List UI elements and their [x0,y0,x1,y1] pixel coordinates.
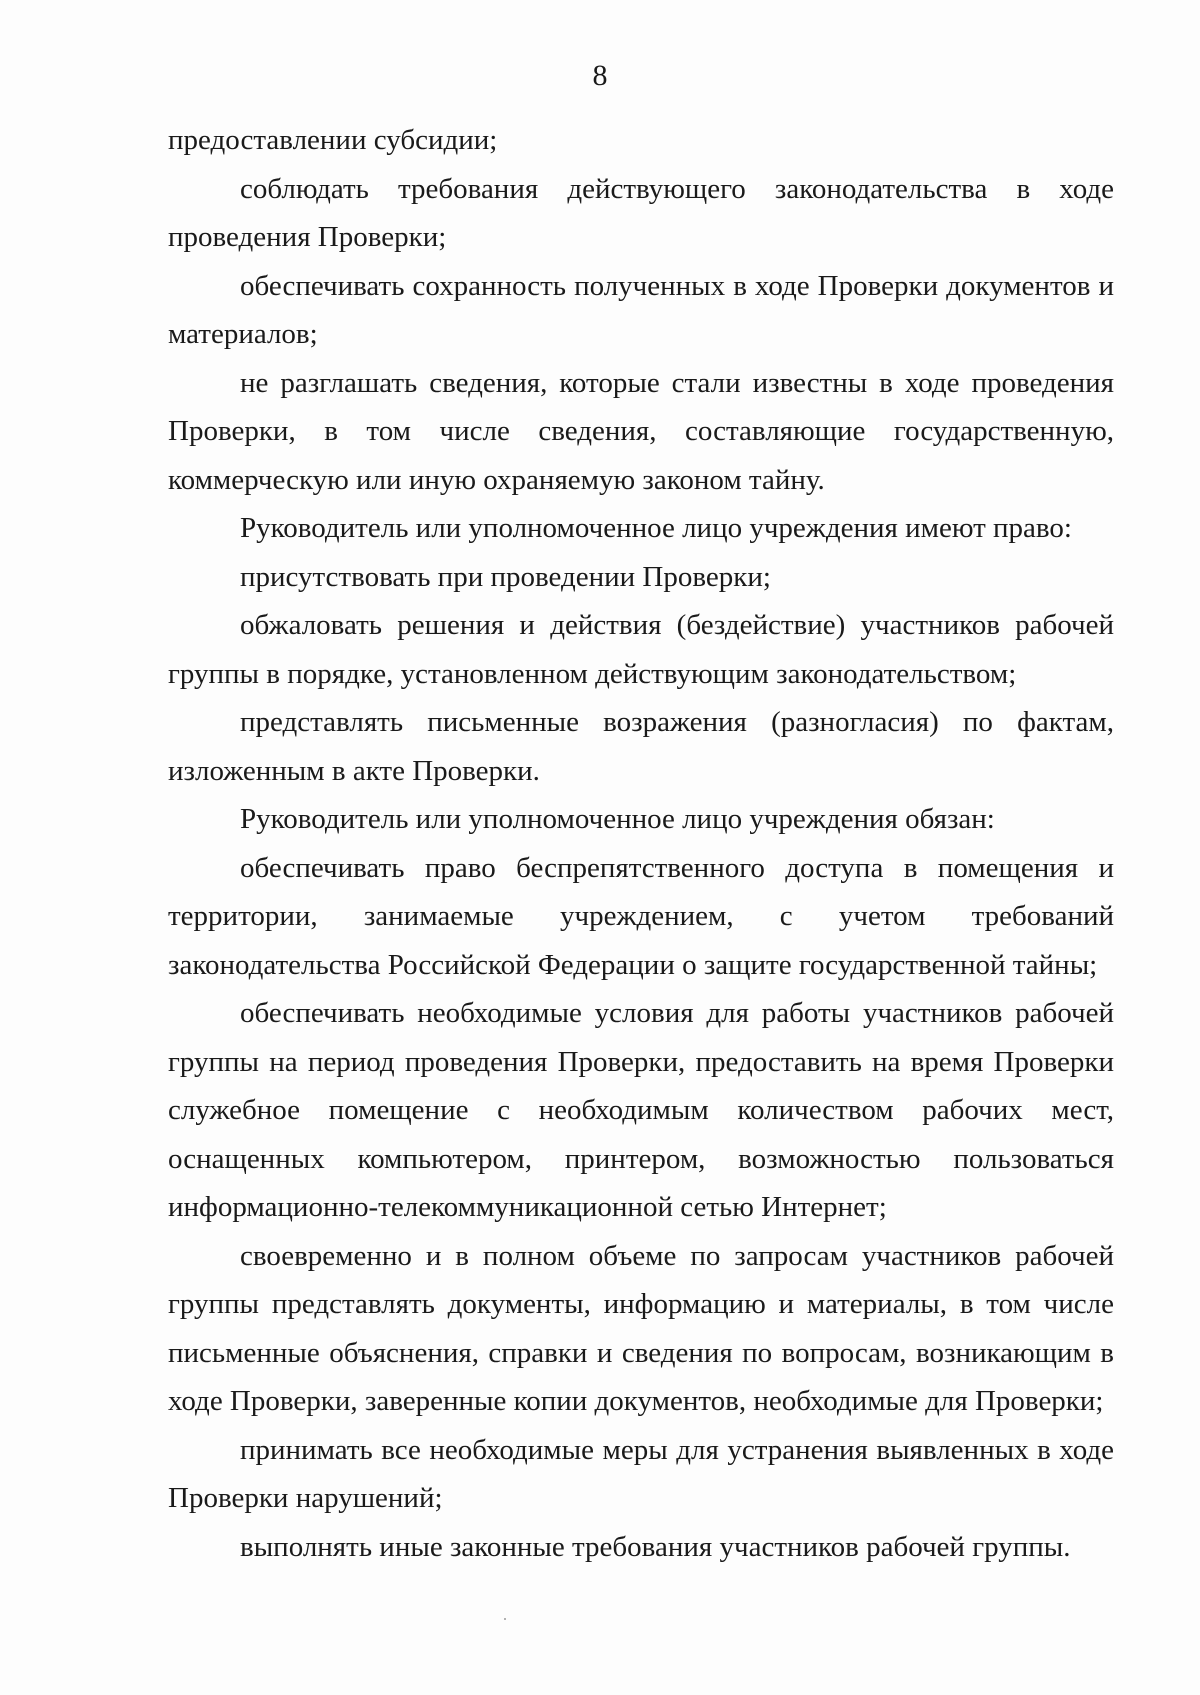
scan-speck [504,1618,506,1620]
paragraph: обжаловать решения и действия (бездействие) участников рабочей группы в порядке, установленном действующим законодательством; [168,609,1114,690]
paragraph: обеспечивать сохранность полученных в ходе Проверки документов и материалов; [168,269,1114,350]
paragraph: Руководитель или уполномоченное лицо учреждения обязан: [240,803,995,835]
paragraph: представлять письменные возражения (разногласия) по фактам, изложенным в акте Проверки. [168,706,1114,787]
page-number: 8 [592,59,608,92]
paragraph: своевременно и в полном объеме по запросам участников рабочей группы представлять документы, информацию и материалы, в том числе письменные объяснения, справки и сведения по вопросам, возникающим в ходе Проверки, заверенные копии документов, необходимые для Проверки; [168,1239,1114,1417]
document-body [168,116,1114,1571]
paragraph: Руководитель или уполномоченное лицо учреждения имеют право: [240,512,1072,544]
paragraph: не разглашать сведения, которые стали известны в ходе проведения Проверки, в том числе сведения, составляющие государственную, коммерческую или иную охраняемую законом тайну. [168,366,1114,496]
paragraph: принимать все необходимые меры для устранения выявленных в ходе Проверки нарушений; [168,1433,1114,1514]
paragraph: выполнять иные законные требования участников рабочей группы. [240,1530,1071,1563]
paragraph: обеспечивать право беспрепятственного доступа в помещения и территории, занимаемые учреждением, с учетом требований законодательства Российской Федерации о защите государственной тайны; [168,851,1114,981]
paragraph: обеспечивать необходимые условия для работы участников рабочей группы на период проведения Проверки, предоставить на время Проверки служебное помещение с необходимым количеством рабочих мест, оснащенных компьютером, принтером, возможностью пользоваться информационно-телекоммуникационной сетью Интернет; [168,997,1114,1223]
paragraph: предоставлении субсидии; [168,124,498,156]
paragraph: присутствовать при проведении Проверки; [240,560,771,593]
paragraph: соблюдать требования действующего законодательства в ходе проведения Проверки; [168,172,1114,253]
